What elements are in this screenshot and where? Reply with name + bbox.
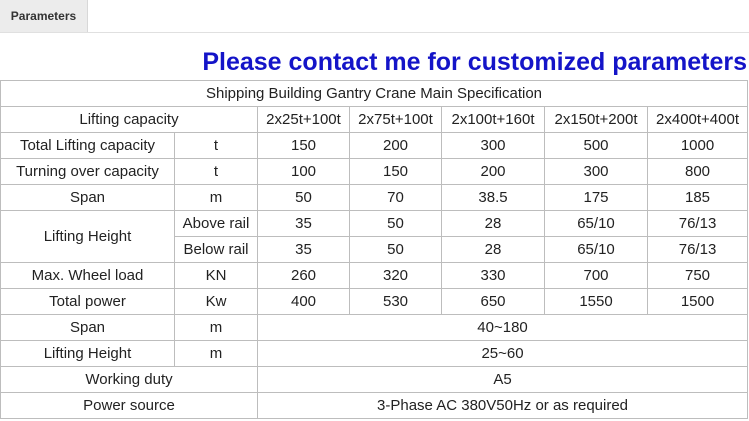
table-row — [1, 315, 748, 341]
cell-value: 28 — [442, 237, 545, 263]
tab-parameters[interactable]: Parameters — [0, 0, 88, 32]
row-label: Working duty — [1, 367, 258, 393]
header-label: Lifting capacity — [1, 107, 258, 133]
row-label: Span — [1, 185, 175, 211]
cell-value-common: 3-Phase AC 380V50Hz or as required — [258, 393, 748, 419]
cell-value: 500 — [545, 133, 648, 159]
cell-value: 76/13 — [648, 211, 748, 237]
cell-value: 70 — [350, 185, 442, 211]
row-unit: m — [175, 341, 258, 367]
tab-strip — [0, 0, 749, 33]
spec-table — [0, 80, 748, 419]
cell-value: 150 — [258, 133, 350, 159]
model-header: 2x25t+100t — [258, 107, 350, 133]
table-row — [1, 133, 748, 159]
row-label: Power source — [1, 393, 258, 419]
model-header: 2x400t+400t — [648, 107, 748, 133]
row-unit: m — [175, 315, 258, 341]
cell-value: 1550 — [545, 289, 648, 315]
cell-value: 185 — [648, 185, 748, 211]
table-caption: Shipping Building Gantry Crane Main Specification — [1, 81, 748, 107]
headline: Please contact me for customized parameters — [202, 48, 747, 76]
cell-value: 175 — [545, 185, 648, 211]
cell-value: 150 — [350, 159, 442, 185]
row-label: Turning over capacity — [1, 159, 175, 185]
cell-value: 200 — [350, 133, 442, 159]
cell-value: 65/10 — [545, 211, 648, 237]
row-unit: m — [175, 185, 258, 211]
row-label: Total Lifting capacity — [1, 133, 175, 159]
row-unit: t — [175, 133, 258, 159]
cell-value: 530 — [350, 289, 442, 315]
table-row — [1, 211, 748, 237]
table-row — [1, 393, 748, 419]
table-row — [1, 289, 748, 315]
table-row — [1, 263, 748, 289]
row-label: Lifting Height — [1, 341, 175, 367]
table-row — [1, 81, 748, 107]
cell-value: 300 — [442, 133, 545, 159]
cell-value: 35 — [258, 211, 350, 237]
cell-value: 1000 — [648, 133, 748, 159]
row-unit: t — [175, 159, 258, 185]
cell-value: 260 — [258, 263, 350, 289]
cell-value: 1500 — [648, 289, 748, 315]
table-row — [1, 367, 748, 393]
cell-value: 300 — [545, 159, 648, 185]
cell-value: 400 — [258, 289, 350, 315]
cell-value-common: 25~60 — [258, 341, 748, 367]
cell-value: 28 — [442, 211, 545, 237]
cell-value: 76/13 — [648, 237, 748, 263]
table-row — [1, 159, 748, 185]
row-label: Max. Wheel load — [1, 263, 175, 289]
table-row — [1, 107, 748, 133]
cell-value: 38.5 — [442, 185, 545, 211]
table-row — [1, 185, 748, 211]
cell-value-common: A5 — [258, 367, 748, 393]
cell-value: 200 — [442, 159, 545, 185]
cell-value: 320 — [350, 263, 442, 289]
model-header: 2x75t+100t — [350, 107, 442, 133]
cell-value: 35 — [258, 237, 350, 263]
cell-value: 65/10 — [545, 237, 648, 263]
cell-value: 330 — [442, 263, 545, 289]
cell-value: 800 — [648, 159, 748, 185]
model-header: 2x150t+200t — [545, 107, 648, 133]
cell-value: 50 — [258, 185, 350, 211]
cell-value: 650 — [442, 289, 545, 315]
cell-value-common: 40~180 — [258, 315, 748, 341]
row-label: Span — [1, 315, 175, 341]
cell-value: 50 — [350, 237, 442, 263]
cell-value: 100 — [258, 159, 350, 185]
model-header: 2x100t+160t — [442, 107, 545, 133]
row-label: Lifting Height — [1, 211, 175, 263]
cell-value: 750 — [648, 263, 748, 289]
row-unit: Kw — [175, 289, 258, 315]
row-unit: KN — [175, 263, 258, 289]
row-label: Total power — [1, 289, 175, 315]
table-row — [1, 341, 748, 367]
cell-value: 50 — [350, 211, 442, 237]
row-sublabel: Below rail — [175, 237, 258, 263]
cell-value: 700 — [545, 263, 648, 289]
row-sublabel: Above rail — [175, 211, 258, 237]
